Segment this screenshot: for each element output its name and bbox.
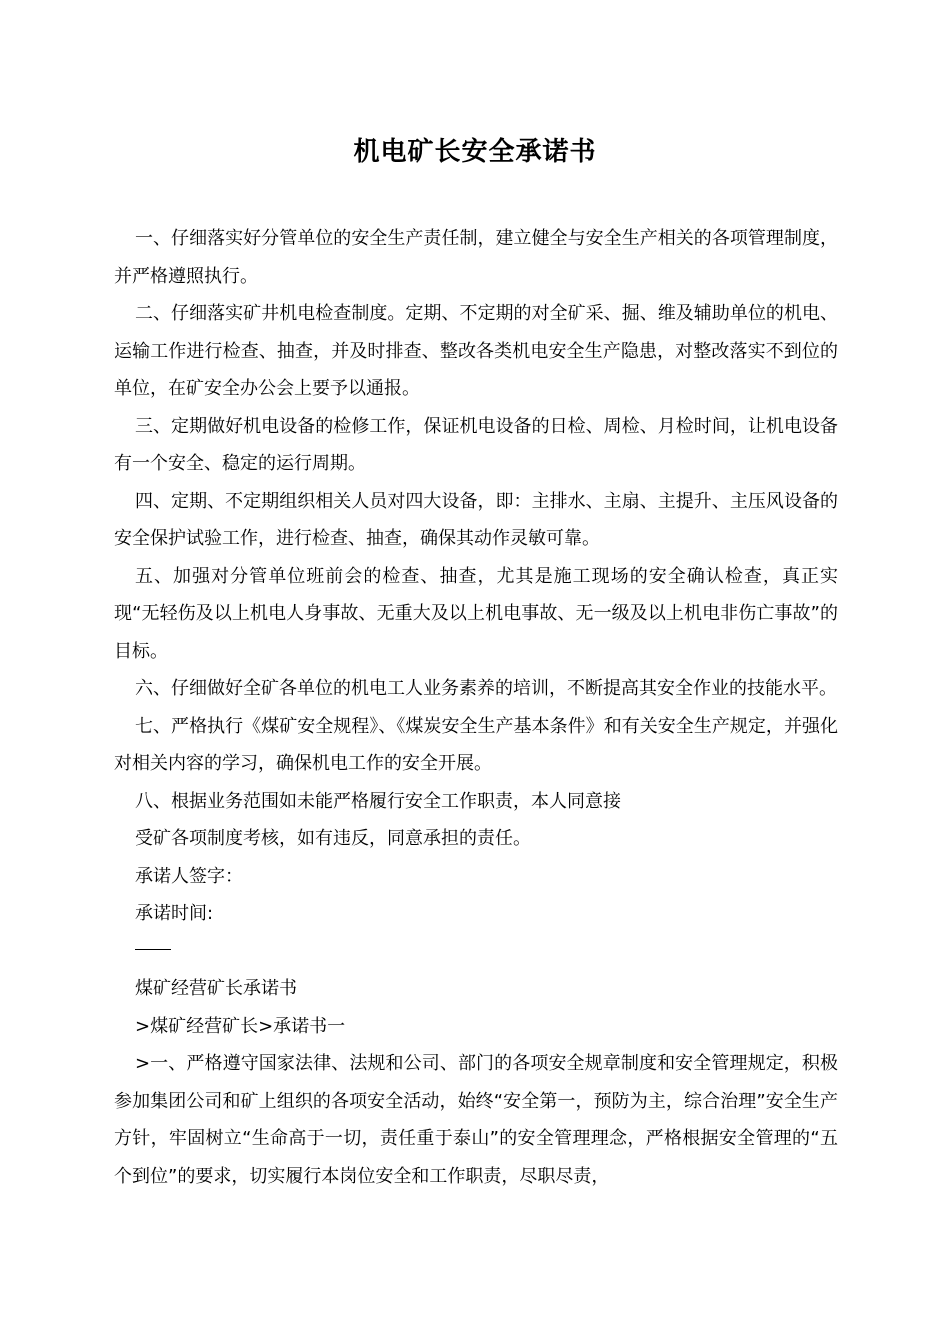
separator-rule	[114, 933, 838, 971]
paragraph-5: 五、加强对分管单位班前会的检查、抽查，尤其是施工现场的安全确认检查，真正实现“无轻伤及以上机电人身事故、无重大及以上机电事故、无一级及以上机电非伤亡事故”的目标。	[114, 565, 838, 662]
paragraph-1: 一、仔细落实好分管单位的安全生产责任制，建立健全与安全生产相关的各项管理制度，并严格遵照执行。	[114, 228, 838, 287]
paragraph-2: 二、仔细落实矿井机电检查制度。定期、不定期的对全矿采、掘、维及辅助单位的机电、运输工作进行检查、抽查，并及时排查、整改各类机电安全生产隐患，对整改落实不到位的单位，在矿安全办公会上要予以通报。	[114, 303, 838, 399]
signature-label: 承诺人签字：	[135, 865, 243, 887]
paragraph-8-line-1: 八、根据业务范围如未能严格履行安全工作职责，本人同意接	[135, 790, 621, 812]
date-label: 承诺时间:	[135, 903, 214, 924]
paragraph-7: 七、严格执行《煤矿安全规程》、《煤炭安全生产基本条件》和有关安全生产规定，并强化对相关内容的学习，确保机电工作的安全开展。	[114, 715, 838, 774]
document-body	[114, 220, 838, 1195]
section-2-heading: 煤矿经营矿长承诺书	[135, 978, 297, 999]
paragraph-8-line-2: 受矿各项制度考核，如有违反，同意承担的责任。	[135, 828, 531, 849]
separator-line	[135, 949, 171, 950]
document-title: 机电矿长安全承诺书	[353, 137, 597, 167]
section-2-paragraph: >一、严格遵守国家法律、法规和公司、部门的各项安全规章制度和安全管理规定，积极参加集团公司和矿上组织的各项安全活动，始终“安全第一，预防为主，综合治理”安全生产方针，牢固树立“生命高于一切，责任重于泰山”的安全管理理念，严格根据安全管理的“五个到位”的要求，切实履行本岗位安全和工作职责，尽职尽责，	[114, 1053, 838, 1187]
paragraph-3: 三、定期做好机电设备的检修工作，保证机电设备的日检、周检、月检时间，让机电设备有一个安全、稳定的运行周期。	[114, 415, 838, 474]
paragraph-6: 六、仔细做好全矿各单位的机电工人业务素养的培训，不断提高其安全作业的技能水平。	[135, 678, 837, 699]
section-2-subheading: >煤矿经营矿长>承诺书一	[135, 1015, 346, 1037]
paragraph-4: 四、定期、不定期组织相关人员对四大设备，即：主排水、主扇、主提升、主压风设备的安全保护试验工作，进行检查、抽查，确保其动作灵敏可靠。	[114, 490, 838, 549]
